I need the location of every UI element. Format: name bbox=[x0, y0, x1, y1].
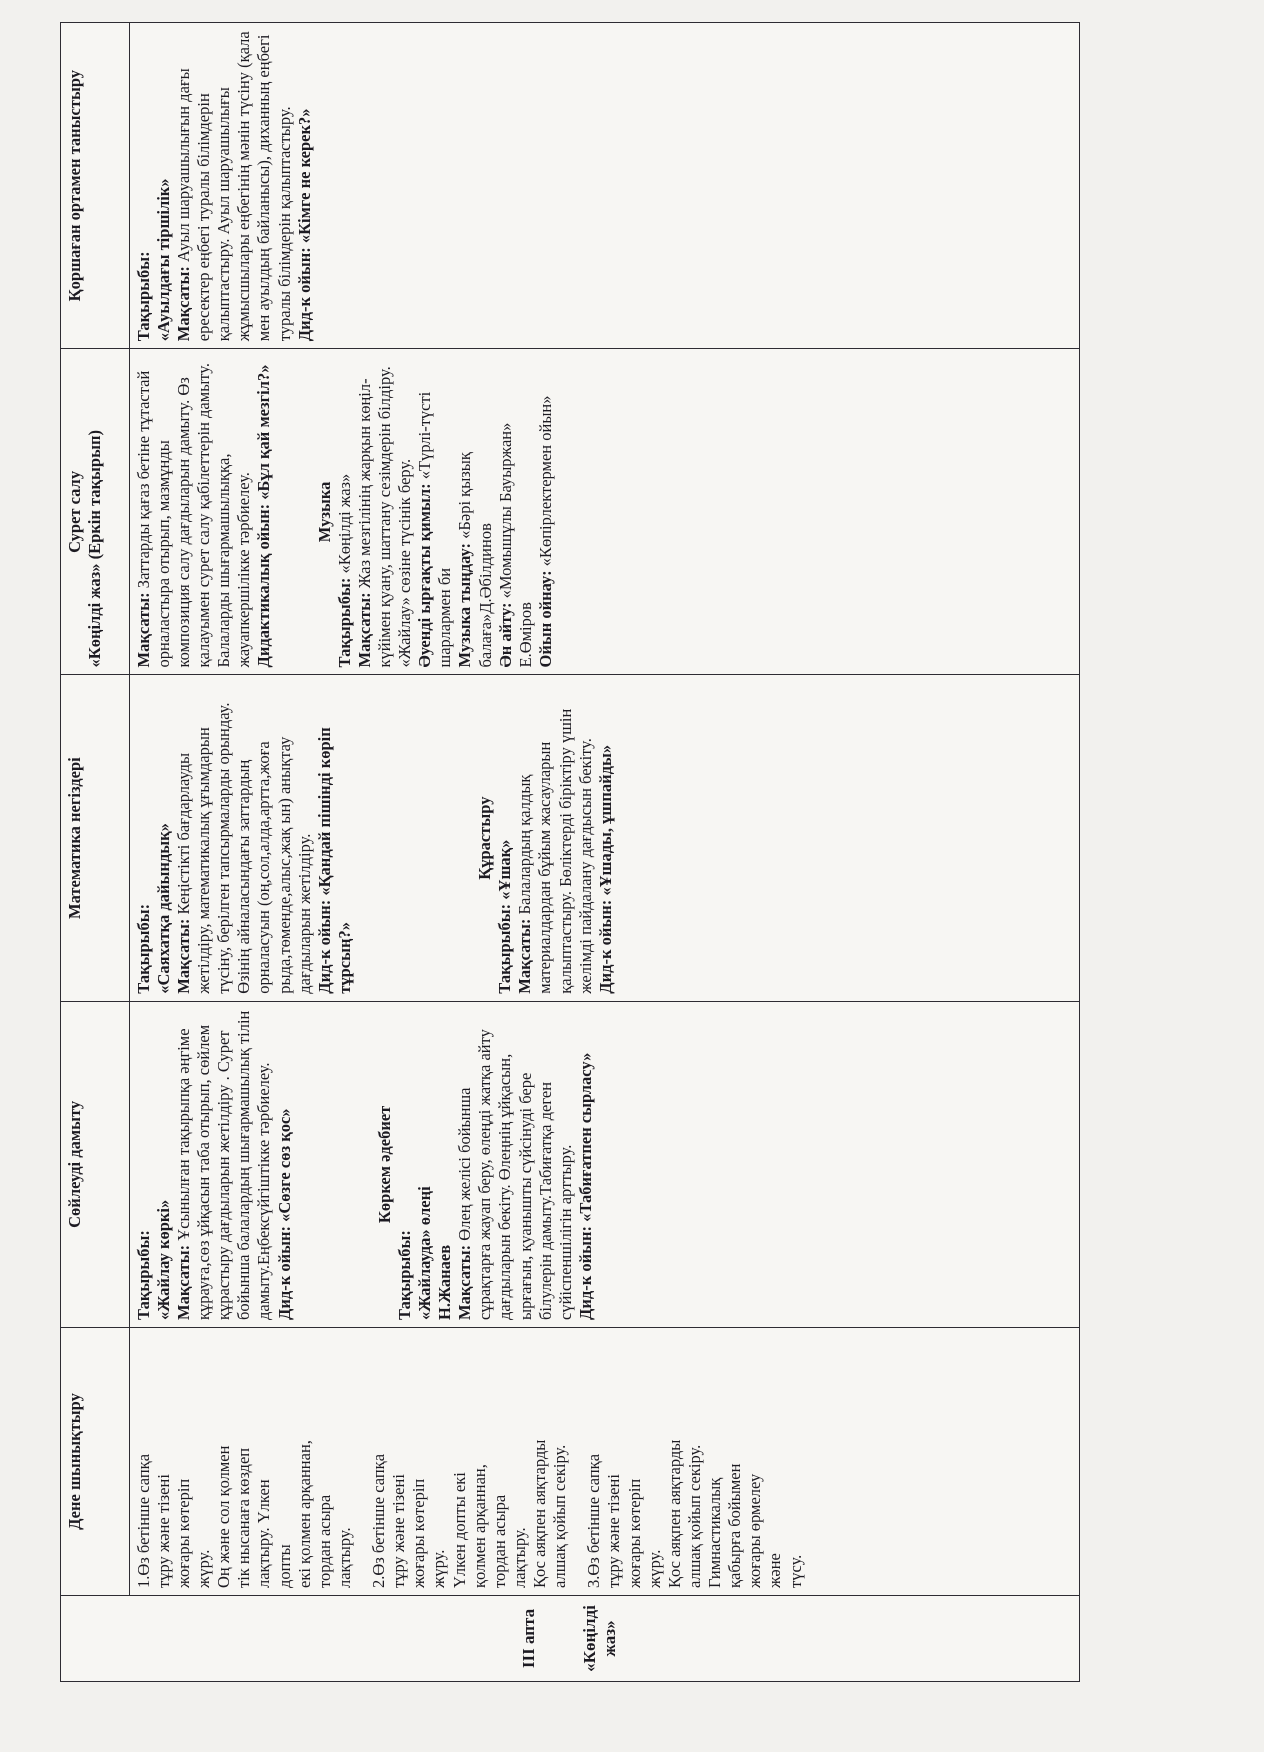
physical-line: Гимнастикалық bbox=[705, 1477, 725, 1588]
literature-topic-label: Тақырыбы: bbox=[394, 1230, 414, 1320]
literature-title: Көркем әдебиет bbox=[374, 1105, 394, 1224]
music-goal: Мақсаты: Жаз мезгілінің жарқын көңіл-күйімен қуану, шаттану сезімдерін білдіру. «Жайлау» сөзіне түсінік беру. bbox=[354, 366, 415, 668]
speech-literature-cell bbox=[129, 1001, 1079, 1327]
physical-block-1 bbox=[134, 1335, 355, 1588]
music-play: Ойын ойнау: «Көпірлектермен ойын» bbox=[535, 395, 555, 668]
drawing-music-cell bbox=[129, 349, 1079, 675]
physical-line: жүру. bbox=[429, 1549, 449, 1588]
physical-line: Оң және сол қолмен bbox=[214, 1445, 234, 1588]
physical-line: 3.Өз бетінше сапқа bbox=[584, 1453, 604, 1588]
speech-game: Дид-к ойын: «Сөзге сөз қос» bbox=[274, 1108, 294, 1320]
week-cell bbox=[61, 1596, 1080, 1682]
physical-line: Қос аяқпен аяқтарды bbox=[530, 1439, 550, 1588]
music-listen: Музыка тыңдау: «Бәрі қызық балаға»Д.Әбілдинов bbox=[455, 452, 495, 668]
physical-line: алшақ қойып секіру. bbox=[684, 1444, 704, 1588]
environment-goal: Мақсаты: Ауыл шаруашылығын дағы ересектер еңбегі туралы білімдерін қалыптастыру. Ауыл шаруашылығы жұмысшылары еңбегінің мәнін түсіну (қала мен ауылдың байланысы), диханның еңбегі туралы білімдерін қалыптастыру. bbox=[173, 31, 294, 342]
physical-line: жоғары көтеріп bbox=[624, 1478, 644, 1588]
physical-line: жоғары көтеріп bbox=[409, 1478, 429, 1588]
physical-line: тордан асыра bbox=[489, 1494, 509, 1588]
header-drawing: Сурет салу «Көңілді жаз» (Еркін тақырып) bbox=[61, 349, 130, 675]
physical-line: тік нысанаға көздеп bbox=[234, 1447, 254, 1588]
physical-line: екі қолмен арқаннан, bbox=[294, 1440, 314, 1588]
physical-line: Үлкен допты екі bbox=[449, 1472, 469, 1588]
literature-topic: «Жайлауда» өлеңі bbox=[414, 1186, 434, 1320]
physical-line: 1.Өз бетінше сапқа bbox=[133, 1453, 153, 1588]
weekly-plan-table bbox=[60, 22, 1080, 1682]
environment-cell bbox=[129, 23, 1079, 349]
construction-topic: Тақырыбы: «Ұшақ» bbox=[495, 839, 515, 994]
environment-topic-label: Тақырыбы: bbox=[133, 251, 153, 342]
physical-line: тұру және тізені bbox=[604, 1474, 624, 1588]
rotated-plan-table bbox=[60, 22, 1080, 1682]
physical-line: лақтыру. Үлкен bbox=[254, 1479, 274, 1588]
physical-line: тұру және тізені bbox=[389, 1474, 409, 1588]
speech-goal: Мақсаты: Ұсынылған тақырыпқа әңгіме құрауға,сөз ұйқасын таба отырып, сөйлем құрастыру дағдыларын жетілдіру . Сурет бойынша балалардың шығармашылық тілін дамыту.Еңбексүйгіштікке тәрбиелеу. bbox=[173, 1010, 274, 1320]
math-game: Дид-к ойын: «Қандай пішінді көріп тұрсың?» bbox=[314, 727, 354, 994]
environment-topic: «Ауылдағы тіршілік» bbox=[153, 178, 173, 342]
construction-goal: Мақсаты: Балалардың қалдық материалдардан бұйым жасауларын қалыптастыру. Бөліктерді біріктіру үшін желімді пайдалану дағдысын бекіту. bbox=[515, 708, 595, 994]
physical-line: жүру. bbox=[644, 1549, 664, 1588]
physical-line: тұру және тізені bbox=[153, 1474, 173, 1588]
physical-line: жоғары өрмелеу bbox=[745, 1473, 765, 1588]
math-topic: «Саяхатқа дайындық» bbox=[153, 823, 173, 994]
physical-line: жүру. bbox=[194, 1549, 214, 1588]
physical-block-2 bbox=[369, 1335, 570, 1588]
drawing-game: Дидактикалық ойын: «Бұл қай мезгіл?» bbox=[254, 364, 274, 668]
week-number: III апта bbox=[518, 1608, 538, 1669]
physical-line: лақтыру. bbox=[509, 1527, 529, 1588]
physical-line: алшақ қойып секіру. bbox=[550, 1444, 570, 1588]
literature-goal: Мақсаты: Өлең желісі бойынша сұрақтарға жауап беру, өлеңді жатқа айту дағдыларын бекіту. Өлеңнің ұйқасын, ырғағын, қуанышты сүйсінуді бере білулерін дамыту.Табиғатқа деген сүйіспеншілігін арттыру. bbox=[455, 1029, 575, 1320]
music-rhythm: Әуенді ырғақты қимыл: «Түрлі-түсті шарлармен би bbox=[415, 391, 455, 668]
physical-line: түсу. bbox=[785, 1554, 805, 1588]
physical-line: тордан асыра bbox=[314, 1494, 334, 1588]
header-speech: Сөйлеуді дамыту bbox=[61, 1001, 130, 1327]
music-sing: Ән айту: «Момышұлы Бауыржан» Е.Өміров bbox=[495, 422, 535, 668]
drawing-goal: Мақсаты: Заттарды қағаз бетіне тұтастай орналастыра отырып, мазмұнды композиция салу дағдыларын дамыту. Өз қалауымен сурет салу қабілеттерін дамыту. Балаларды шығармашылыққа, жауапкершілікке тәрбиелеу. bbox=[133, 362, 254, 668]
physical-line: жоғары көтеріп bbox=[173, 1478, 193, 1588]
physical-line: қолмен арқаннан, bbox=[469, 1464, 489, 1588]
music-title: Музыка bbox=[314, 481, 334, 543]
physical-line: допты bbox=[274, 1544, 294, 1588]
environment-game: Дид-к ойын: «Кімге не керек?» bbox=[294, 108, 314, 342]
header-environment: Қоршаған ортамен таныстыру bbox=[61, 23, 130, 349]
header-physical: Дене шынықтыру bbox=[61, 1328, 130, 1596]
math-construction-cell bbox=[129, 675, 1079, 1001]
physical-line: Қос аяқпен аяқтарды bbox=[664, 1439, 684, 1588]
speech-topic-label: Тақырыбы: bbox=[133, 1230, 153, 1320]
physical-line: қабырға бойымен bbox=[725, 1463, 745, 1588]
construction-game: Дид-к ойын: «Ұшады, ұшпайды» bbox=[595, 744, 615, 994]
literature-game: Дид-к ойын: «Табиғатпен сырласу» bbox=[575, 1052, 595, 1320]
literature-author: Н.Жанаев bbox=[435, 1244, 455, 1320]
physical-block-3 bbox=[584, 1335, 805, 1588]
physical-line: және bbox=[765, 1553, 785, 1588]
math-topic-label: Тақырыбы: bbox=[133, 903, 153, 994]
speech-topic: «Жайлау көркі» bbox=[153, 1199, 173, 1320]
header-math: Математика негіздері bbox=[61, 675, 130, 1001]
music-topic: Тақырыбы: «Көңілді жаз» bbox=[334, 473, 354, 668]
math-goal: Мақсаты: Кеңістікті бағдарлауды жетілдіру, математикалық ұғымдарын түсіну, берілген тапсырмаларды орындау. Өзінің айналасындағы заттардың орналасуын (оң,сол,алда,артта,жоға рыда,төменде,алыс,жақ ын) анықтау дағдыларын жетілдіру. bbox=[173, 702, 314, 994]
week-theme: «Көңілді жаз» bbox=[579, 1605, 620, 1672]
physical-line: 2.Өз бетінше сапқа bbox=[369, 1453, 389, 1588]
physical-line: лақтыру. bbox=[334, 1527, 354, 1588]
construction-title: Құрастыру bbox=[475, 796, 495, 880]
physical-cell bbox=[129, 1328, 1079, 1596]
